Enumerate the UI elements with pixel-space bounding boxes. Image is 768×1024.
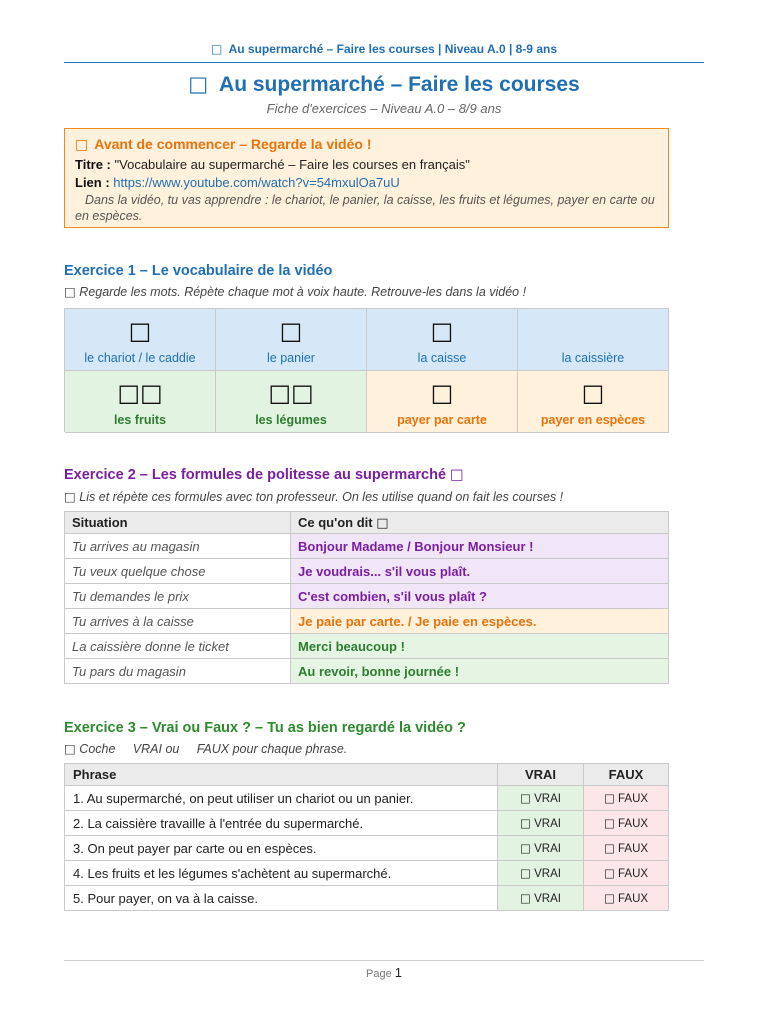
- checkbox-icon: □: [520, 791, 531, 805]
- tofu-box-icon: □: [450, 467, 464, 483]
- exercise1-instruction: [64, 284, 526, 299]
- tofu-box-icon: □: [64, 489, 76, 504]
- exercise2-instruction: [64, 489, 563, 504]
- tofu-box-icon: □: [188, 72, 209, 96]
- tofu-box-icon: □: [64, 741, 76, 756]
- vrai-checkbox[interactable]: [498, 836, 584, 861]
- header-divider: [64, 62, 704, 63]
- faux-label: FAUX: [618, 868, 649, 880]
- checkbox-icon: □: [603, 816, 615, 830]
- vocab-word: payer par carte: [397, 413, 487, 427]
- exercise3-instruction-text: Coche VRAI ou FAUX pour chaque phrase.: [79, 742, 348, 756]
- video-title-value: "Vocabulaire au supermarché – Faire les courses en français": [114, 157, 470, 172]
- table-row: [65, 534, 669, 559]
- situation-cell: Tu pars du magasin: [65, 659, 291, 684]
- faux-checkbox[interactable]: [584, 836, 669, 861]
- table-row: [65, 861, 669, 886]
- video-title-line: [75, 156, 658, 174]
- table-header-row: [65, 764, 669, 786]
- table-row: [65, 811, 669, 836]
- faux-label: FAUX: [618, 818, 649, 830]
- column-header-say: [291, 512, 669, 534]
- vocab-picture-icon: □□: [268, 379, 314, 407]
- vocab-word: les légumes: [255, 413, 327, 427]
- vocab-word: payer en espèces: [540, 413, 646, 427]
- vocab-card: [367, 309, 518, 371]
- page-label: Page: [366, 968, 392, 980]
- vocab-word: la caissière: [561, 351, 625, 365]
- phrase-cell: C'est combien, s'il vous plaît ?: [291, 584, 669, 609]
- running-header-text: Au supermarché – Faire les courses | Niveau A.0 | 8-9 ans: [228, 42, 557, 56]
- vocab-picture-icon: □: [581, 379, 605, 407]
- vocab-card: [65, 309, 216, 371]
- vocab-picture-icon: □: [430, 379, 454, 407]
- true-false-table: [64, 763, 669, 911]
- faux-checkbox[interactable]: [584, 811, 669, 836]
- faux-label: FAUX: [618, 793, 649, 805]
- video-link[interactable]: https://www.youtube.com/watch?v=54mxulOa7uU: [113, 175, 400, 190]
- vocab-picture-icon: □: [128, 317, 152, 345]
- table-row: [65, 659, 669, 684]
- exercise2-title: [64, 467, 464, 483]
- column-header-faux: FAUX: [584, 764, 669, 786]
- faux-checkbox[interactable]: [584, 786, 669, 811]
- vocab-word: les fruits: [113, 413, 167, 427]
- situation-cell: La caissière donne le ticket: [65, 634, 291, 659]
- exercise1-title: Exercice 1 – Le vocabulaire de la vidéo: [64, 263, 333, 279]
- vocab-grid: [64, 308, 669, 432]
- vocab-card: [216, 371, 367, 433]
- phrase-cell: Je paie par carte. / Je paie en espèces.: [291, 609, 669, 634]
- situation-cell: Tu arrives à la caisse: [65, 609, 291, 634]
- exercise1-instruction-text: Regarde les mots. Répète chaque mot à voix haute. Retrouve-les dans la vidéo !: [79, 285, 527, 299]
- exercise3-title: Exercice 3 – Vrai ou Faux ? – Tu as bien regardé la vidéo ?: [64, 720, 466, 736]
- column-header-phrase: Phrase: [65, 764, 498, 786]
- table-row: [65, 836, 669, 861]
- tofu-box-icon: □: [376, 515, 389, 531]
- tofu-box-icon: □: [75, 137, 89, 153]
- vocab-card: [367, 371, 518, 433]
- phrase-cell: Je voudrais... s'il vous plaît.: [291, 559, 669, 584]
- intro-heading: [75, 135, 658, 154]
- vocab-picture-icon: □: [279, 317, 303, 345]
- vocab-word: la caisse: [417, 351, 467, 365]
- vrai-label: VRAI: [534, 818, 561, 830]
- vocab-picture-icon: □: [430, 317, 454, 345]
- vrai-label: VRAI: [534, 893, 561, 905]
- running-header: [64, 42, 704, 56]
- page-subtitle: Fiche d'exercices – Niveau A.0 – 8/9 ans: [266, 101, 502, 116]
- checkbox-icon: □: [520, 891, 531, 905]
- vocab-card: [518, 309, 669, 371]
- vrai-checkbox[interactable]: [498, 786, 584, 811]
- faux-checkbox[interactable]: [584, 861, 669, 886]
- page-number: 1: [394, 965, 402, 980]
- statement-cell: 3. On peut payer par carte ou en espèces.: [65, 836, 498, 861]
- vrai-label: VRAI: [534, 868, 561, 880]
- page-title: [64, 72, 704, 97]
- page-footer: [64, 965, 704, 980]
- checkbox-icon: □: [603, 841, 615, 855]
- situation-cell: Tu arrives au magasin: [65, 534, 291, 559]
- statement-cell: 1. Au supermarché, on peut utiliser un chariot ou un panier.: [65, 786, 498, 811]
- checkbox-icon: □: [603, 891, 615, 905]
- exercise2-title-text: Exercice 2 – Les formules de politesse au supermarché: [64, 467, 447, 483]
- intro-heading-text: Avant de commencer – Regarde la vidéo !: [94, 136, 372, 152]
- footer-divider: [64, 960, 704, 961]
- vrai-label: VRAI: [534, 843, 561, 855]
- checkbox-icon: □: [520, 866, 531, 880]
- video-link-label: Lien :: [75, 175, 110, 190]
- checkbox-icon: □: [603, 791, 615, 805]
- video-intro-box: [64, 128, 669, 228]
- exercise3-instruction: [64, 741, 347, 756]
- situation-cell: Tu demandes le prix: [65, 584, 291, 609]
- table-row: [65, 786, 669, 811]
- faux-label: FAUX: [618, 843, 649, 855]
- column-header-say-text: Ce qu'on dit: [298, 514, 373, 530]
- vrai-checkbox[interactable]: [498, 861, 584, 886]
- video-title-label: Titre :: [75, 157, 111, 172]
- phrase-cell: Merci beaucoup !: [291, 634, 669, 659]
- phrase-cell: Au revoir, bonne journée !: [291, 659, 669, 684]
- exercise2-instruction-text: Lis et répète ces formules avec ton professeur. On les utilise quand on fait les courses !: [79, 490, 564, 504]
- vocab-word: le chariot / le caddie: [84, 351, 196, 365]
- tofu-box-icon: □: [64, 284, 76, 299]
- faux-label: FAUX: [618, 893, 649, 905]
- table-row: [65, 634, 669, 659]
- vrai-label: VRAI: [534, 793, 561, 805]
- vrai-checkbox[interactable]: [498, 886, 584, 911]
- faux-checkbox[interactable]: [584, 886, 669, 911]
- statement-cell: 2. La caissière travaille à l'entrée du supermarché.: [65, 811, 498, 836]
- table-row: [65, 584, 669, 609]
- checkbox-icon: □: [520, 816, 531, 830]
- table-row: [65, 559, 669, 584]
- situation-cell: Tu veux quelque chose: [65, 559, 291, 584]
- vocab-picture-icon: □□: [117, 379, 163, 407]
- column-header-situation: Situation: [65, 512, 291, 534]
- table-header-row: [65, 512, 669, 534]
- vocab-card: [518, 371, 669, 433]
- checkbox-icon: □: [603, 866, 615, 880]
- video-link-line: [75, 174, 658, 192]
- table-row: [65, 609, 669, 634]
- table-row: [65, 886, 669, 911]
- intro-note: Dans la vidéo, tu vas apprendre : le chariot, le panier, la caisse, les fruits et légumes, payer en carte ou en espèces.: [75, 193, 655, 223]
- checkbox-icon: □: [520, 841, 531, 855]
- statement-cell: 4. Les fruits et les légumes s'achètent au supermarché.: [65, 861, 498, 886]
- vrai-checkbox[interactable]: [498, 811, 584, 836]
- vocab-word: le panier: [267, 351, 315, 365]
- politeness-table: [64, 511, 669, 684]
- tofu-box-icon: □: [211, 42, 223, 56]
- column-header-vrai: VRAI: [498, 764, 584, 786]
- statement-cell: 5. Pour payer, on va à la caisse.: [65, 886, 498, 911]
- vocab-card: [216, 309, 367, 371]
- vocab-card: [65, 371, 216, 433]
- page-title-text: Au supermarché – Faire les courses: [219, 73, 580, 96]
- phrase-cell: Bonjour Madame / Bonjour Monsieur !: [291, 534, 669, 559]
